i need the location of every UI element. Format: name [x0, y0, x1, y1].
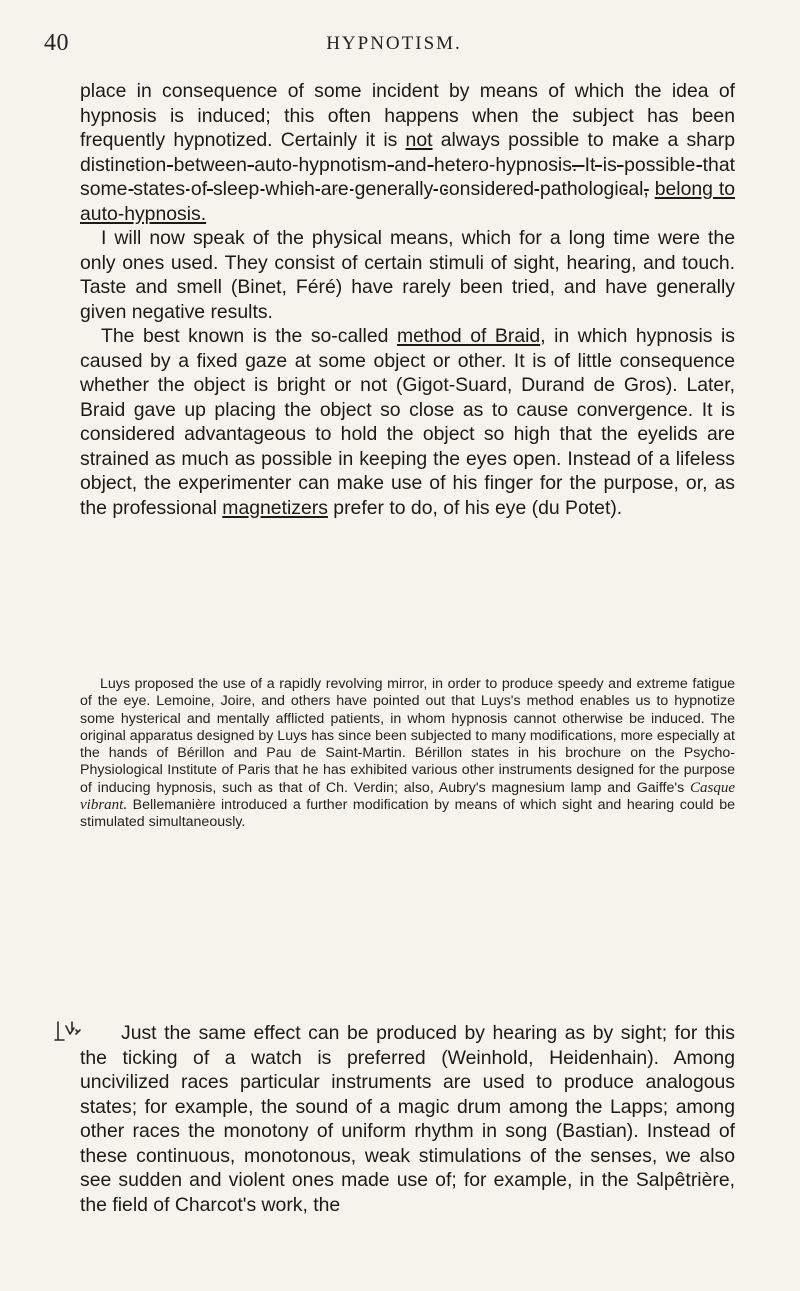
paragraph-2: I will now speak of the physical means, which for a long time were the only ones used. They consist of certain stimuli of sight, hearing, and touch. Taste and smell (Binet, Féré) have rarely been tried, and have generally given negative results.: [80, 227, 735, 323]
paragraph-3-text-b: , in which hypnosis is caused by a fixed gaze at some object or other. It is of little consequence whether the object is bright or not (Gigot-Suard, Durand de Gros). Later, Braid gave up placing the object so close as to cause convergence. It is considered advantageous to hold the object so high that the eyelids are strained as much as possible in keeping the eyes open. Instead of a lifeless object, the experimenter can make use of his finger for the purpose, or, as the professional: [80, 325, 735, 519]
underlined-method-of-braid: method of Braid: [396, 325, 541, 347]
underlined-distinction-passage: distinction between auto-hypnotism and hetero-hypnosis. It is possible that some states of sleep which are generally considered pathological,: [80, 153, 735, 200]
small-print-italic-title: Casque vibrant.: [80, 779, 735, 814]
underlined-belong-passage: belong to auto-hypnosis.: [80, 178, 735, 225]
underlined-not: not: [405, 129, 433, 151]
underlined-magnetizers: magnetizers: [222, 496, 328, 519]
continuing-text-block: [80, 1021, 735, 1217]
main-text-block: [80, 79, 735, 520]
running-head: HYPNOTISM.: [326, 33, 462, 54]
page-number: 40: [44, 30, 69, 56]
paragraph-3: [80, 324, 735, 520]
small-print-text-a: Luys proposed the use of a rapidly revolving mirror, in order to produce speedy and extreme fatigue of the eye. Lemoine, Joire, and others have pointed out that Luys's method enables us to hypnotize some hysterical and mentally afflicted patients, in whom hypnosis cannot otherwise be induced. The original apparatus designed by Luys has since been subjected to many modifications, more especially at the hands of Bérillon and Pau de Saint-Martin. Bérillon states in his brochure on the Psycho-Physiological Institute of Paris that he has exhibited various other instruments designed for the purpose of inducing hypnosis, such as that of Ch. Verdin; also, Aubry's magnesium lamp and Gaiffe's: [80, 676, 735, 796]
paragraph-3-text-a: The best known is the so-called: [101, 325, 397, 347]
paragraph-1-text-b: always possible to make a sharp: [432, 129, 735, 151]
page-header: [44, 30, 744, 60]
paragraph-4: Just the same effect can be produced by hearing as by sight; for this the ticking of a watch is preferred (Weinhold, Heidenhain). Among uncivilized races particular instruments are used to produce analogous states; for example, the sound of a magic drum among the Lapps; among other races the monotony of uniform rhythm in song (Bastian). Instead of these continuous, monotonous, weak stimulations of the senses, we also see sudden and violent ones made use of; for example, in the Salpêtrière, the field of Charcot's work, the: [80, 1022, 735, 1216]
paragraph-1: [80, 79, 735, 226]
paragraph-1-text-a: place in consequence of some incident by means of which the idea of hypnosis is induced; this often happens when the subject has been frequently hypnotized. Certainly it is: [80, 80, 735, 151]
small-print-text-b: Bellemanière introduced a further modification by means of which sight and hearing could be stimulated simultaneously.: [80, 797, 735, 831]
paragraph-3-text-c: prefer to do, of his eye (du Potet).: [327, 496, 623, 519]
small-print-note: [80, 676, 735, 832]
